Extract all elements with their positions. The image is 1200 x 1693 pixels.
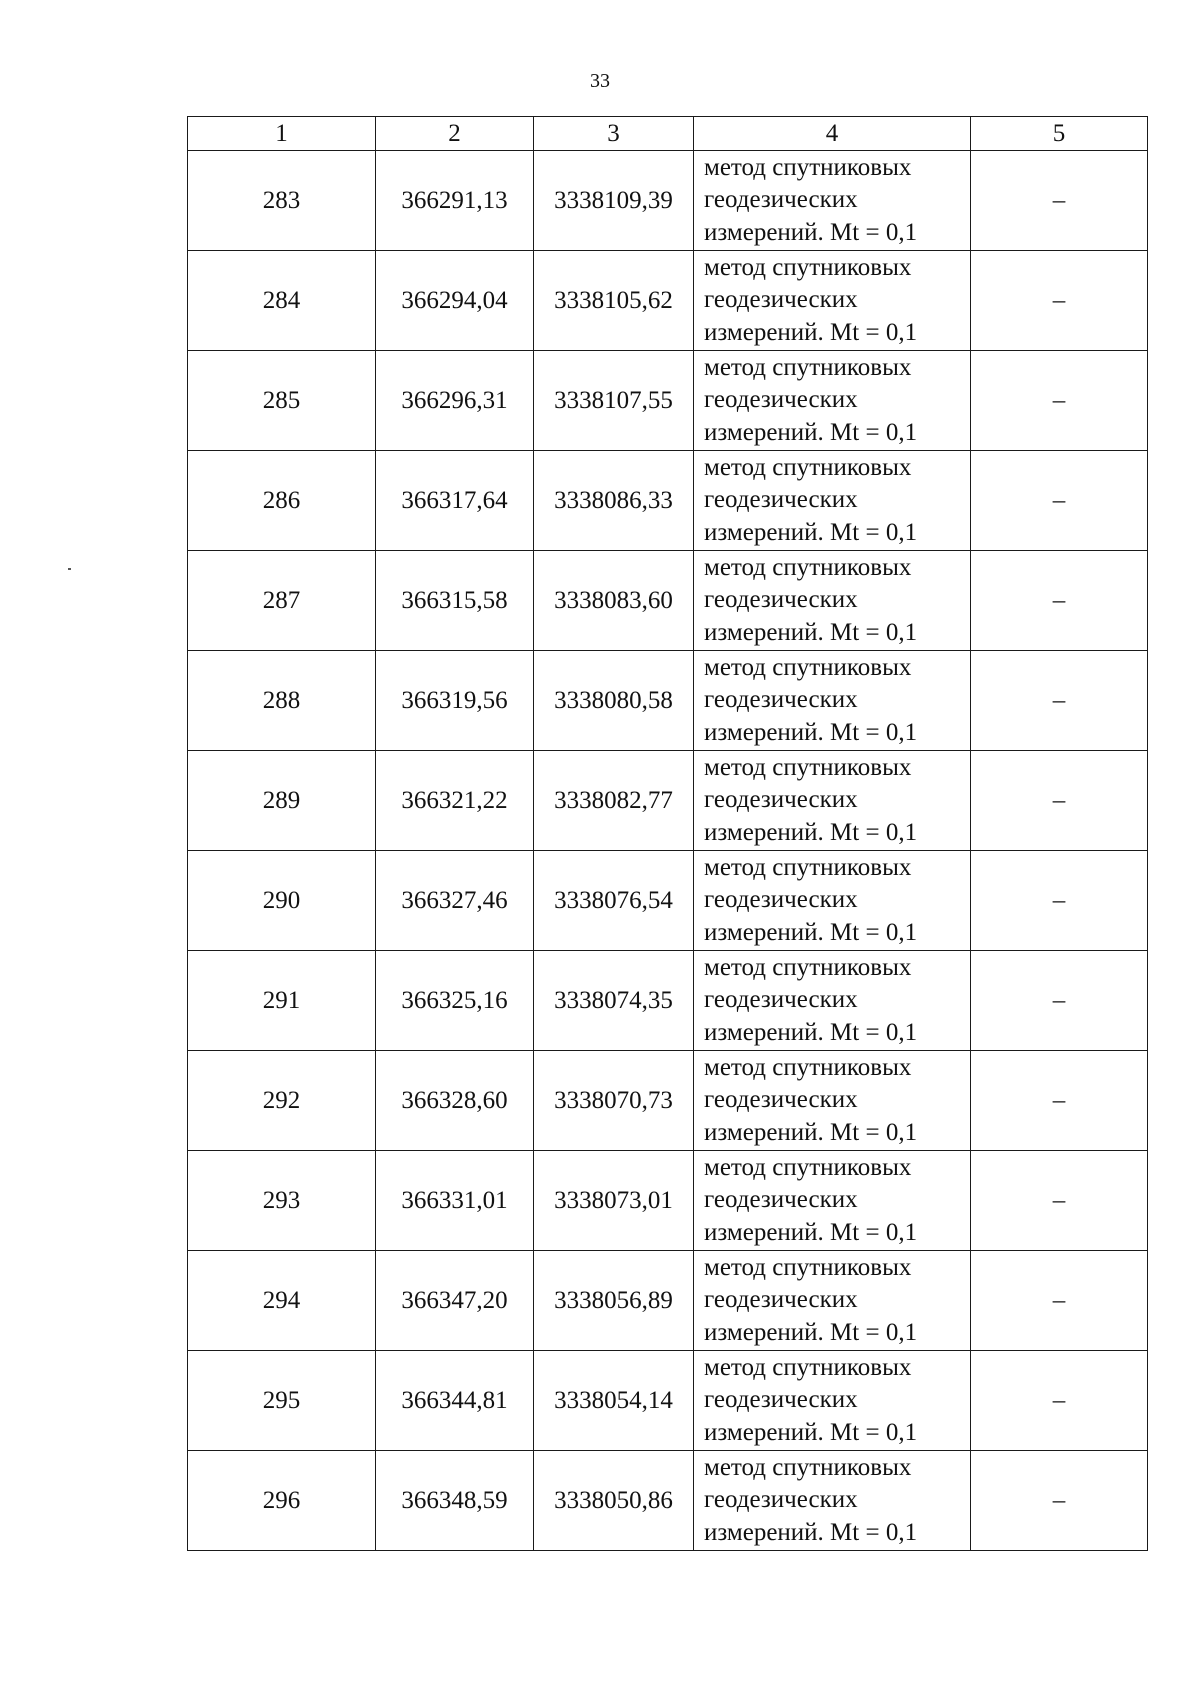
- note-cell: –: [971, 1251, 1148, 1351]
- method-line: метод спутниковых: [704, 653, 912, 681]
- method-line: измерений. Mt = 0,1: [704, 1418, 918, 1446]
- coordinates-table: [187, 116, 1148, 1551]
- table-row: [188, 1351, 1148, 1451]
- y-coordinate-cell: 3338080,58: [534, 651, 694, 751]
- point-number-cell: 296: [188, 1451, 376, 1551]
- x-coordinate-cell: 366344,81: [376, 1351, 534, 1451]
- page-number: 33: [590, 70, 610, 92]
- y-coordinate-cell: 3338082,77: [534, 751, 694, 851]
- method-line: метод спутниковых: [704, 1353, 912, 1381]
- table-row: [188, 1051, 1148, 1151]
- method-line: измерений. Mt = 0,1: [704, 518, 918, 546]
- method-line: геодезических: [704, 1086, 858, 1114]
- point-number-cell: 287: [188, 551, 376, 651]
- method-cell: [694, 351, 971, 451]
- method-line: метод спутниковых: [704, 353, 912, 381]
- header-col-1: 1: [188, 117, 376, 151]
- method-line: геодезических: [704, 1486, 858, 1514]
- note-cell: –: [971, 851, 1148, 951]
- header-col-5: 5: [971, 117, 1148, 151]
- method-line: геодезических: [704, 186, 858, 214]
- note-cell: –: [971, 1351, 1148, 1451]
- point-number-cell: 285: [188, 351, 376, 451]
- y-coordinate-cell: 3338076,54: [534, 851, 694, 951]
- method-cell: [694, 851, 971, 951]
- x-coordinate-cell: 366348,59: [376, 1451, 534, 1551]
- note-cell: –: [971, 1451, 1148, 1551]
- method-line: измерений. Mt = 0,1: [704, 1118, 918, 1146]
- method-line: метод спутниковых: [704, 1253, 912, 1281]
- note-cell: –: [971, 551, 1148, 651]
- table-body: [188, 151, 1148, 1551]
- method-cell: [694, 1051, 971, 1151]
- x-coordinate-cell: 366315,58: [376, 551, 534, 651]
- table-row: [188, 251, 1148, 351]
- method-line: геодезических: [704, 786, 858, 814]
- note-cell: –: [971, 1151, 1148, 1251]
- method-line: измерений. Mt = 0,1: [704, 1018, 918, 1046]
- note-cell: –: [971, 651, 1148, 751]
- point-number-cell: 291: [188, 951, 376, 1051]
- x-coordinate-cell: 366328,60: [376, 1051, 534, 1151]
- method-line: геодезических: [704, 1186, 858, 1214]
- point-number-cell: 290: [188, 851, 376, 951]
- method-cell: [694, 751, 971, 851]
- x-coordinate-cell: 366317,64: [376, 451, 534, 551]
- method-line: измерений. Mt = 0,1: [704, 918, 918, 946]
- method-line: метод спутниковых: [704, 1453, 912, 1481]
- method-line: геодезических: [704, 886, 858, 914]
- header-col-2: 2: [376, 117, 534, 151]
- method-line: геодезических: [704, 486, 858, 514]
- point-number-cell: 293: [188, 1151, 376, 1251]
- method-line: геодезических: [704, 286, 858, 314]
- method-cell: [694, 1351, 971, 1451]
- method-line: геодезических: [704, 386, 858, 414]
- method-cell: [694, 451, 971, 551]
- method-cell: [694, 1451, 971, 1551]
- x-coordinate-cell: 366296,31: [376, 351, 534, 451]
- table-row: [188, 851, 1148, 951]
- method-cell: [694, 651, 971, 751]
- table-header-row: [188, 117, 1148, 151]
- x-coordinate-cell: 366325,16: [376, 951, 534, 1051]
- method-cell: [694, 551, 971, 651]
- table-row: [188, 951, 1148, 1051]
- note-cell: –: [971, 751, 1148, 851]
- method-line: геодезических: [704, 1386, 858, 1414]
- method-line: метод спутниковых: [704, 253, 912, 281]
- method-line: измерений. Mt = 0,1: [704, 818, 918, 846]
- method-line: метод спутниковых: [704, 1053, 912, 1081]
- method-line: измерений. Mt = 0,1: [704, 1218, 918, 1246]
- point-number-cell: 284: [188, 251, 376, 351]
- y-coordinate-cell: 3338107,55: [534, 351, 694, 451]
- y-coordinate-cell: 3338109,39: [534, 151, 694, 251]
- method-cell: [694, 251, 971, 351]
- method-cell: [694, 1151, 971, 1251]
- note-cell: –: [971, 451, 1148, 551]
- method-line: метод спутниковых: [704, 453, 912, 481]
- table-row: [188, 451, 1148, 551]
- method-line: измерений. Mt = 0,1: [704, 1518, 918, 1546]
- x-coordinate-cell: 366327,46: [376, 851, 534, 951]
- y-coordinate-cell: 3338056,89: [534, 1251, 694, 1351]
- note-cell: –: [971, 951, 1148, 1051]
- x-coordinate-cell: 366321,22: [376, 751, 534, 851]
- y-coordinate-cell: 3338105,62: [534, 251, 694, 351]
- point-number-cell: 292: [188, 1051, 376, 1151]
- x-coordinate-cell: 366347,20: [376, 1251, 534, 1351]
- method-line: метод спутниковых: [704, 753, 912, 781]
- x-coordinate-cell: 366331,01: [376, 1151, 534, 1251]
- table-row: [188, 151, 1148, 251]
- y-coordinate-cell: 3338086,33: [534, 451, 694, 551]
- x-coordinate-cell: 366319,56: [376, 651, 534, 751]
- method-line: измерений. Mt = 0,1: [704, 618, 918, 646]
- method-line: измерений. Mt = 0,1: [704, 318, 918, 346]
- table-row: [188, 351, 1148, 451]
- method-line: метод спутниковых: [704, 153, 912, 181]
- method-line: измерений. Mt = 0,1: [704, 418, 918, 446]
- method-line: метод спутниковых: [704, 953, 912, 981]
- y-coordinate-cell: 3338050,86: [534, 1451, 694, 1551]
- table-row: [188, 651, 1148, 751]
- point-number-cell: 286: [188, 451, 376, 551]
- point-number-cell: 283: [188, 151, 376, 251]
- table-row: [188, 751, 1148, 851]
- point-number-cell: 294: [188, 1251, 376, 1351]
- y-coordinate-cell: 3338073,01: [534, 1151, 694, 1251]
- note-cell: –: [971, 151, 1148, 251]
- table-row: [188, 551, 1148, 651]
- method-line: геодезических: [704, 586, 858, 614]
- point-number-cell: 289: [188, 751, 376, 851]
- table-row: [188, 1151, 1148, 1251]
- method-cell: [694, 951, 971, 1051]
- header-col-4: 4: [694, 117, 971, 151]
- method-cell: [694, 1251, 971, 1351]
- y-coordinate-cell: 3338074,35: [534, 951, 694, 1051]
- y-coordinate-cell: 3338083,60: [534, 551, 694, 651]
- point-number-cell: 288: [188, 651, 376, 751]
- note-cell: –: [971, 1051, 1148, 1151]
- x-coordinate-cell: 366294,04: [376, 251, 534, 351]
- method-line: метод спутниковых: [704, 1153, 912, 1181]
- note-cell: –: [971, 351, 1148, 451]
- method-line: геодезических: [704, 1286, 858, 1314]
- method-line: геодезических: [704, 986, 858, 1014]
- point-number-cell: 295: [188, 1351, 376, 1451]
- y-coordinate-cell: 3338070,73: [534, 1051, 694, 1151]
- y-coordinate-cell: 3338054,14: [534, 1351, 694, 1451]
- table-row: [188, 1251, 1148, 1351]
- method-line: метод спутниковых: [704, 853, 912, 881]
- method-line: измерений. Mt = 0,1: [704, 718, 918, 746]
- method-line: геодезических: [704, 686, 858, 714]
- method-line: метод спутниковых: [704, 553, 912, 581]
- table-row: [188, 1451, 1148, 1551]
- scan-speck: [68, 568, 71, 570]
- header-col-3: 3: [534, 117, 694, 151]
- method-cell: [694, 151, 971, 251]
- x-coordinate-cell: 366291,13: [376, 151, 534, 251]
- note-cell: –: [971, 251, 1148, 351]
- method-line: измерений. Mt = 0,1: [704, 218, 918, 246]
- method-line: измерений. Mt = 0,1: [704, 1318, 918, 1346]
